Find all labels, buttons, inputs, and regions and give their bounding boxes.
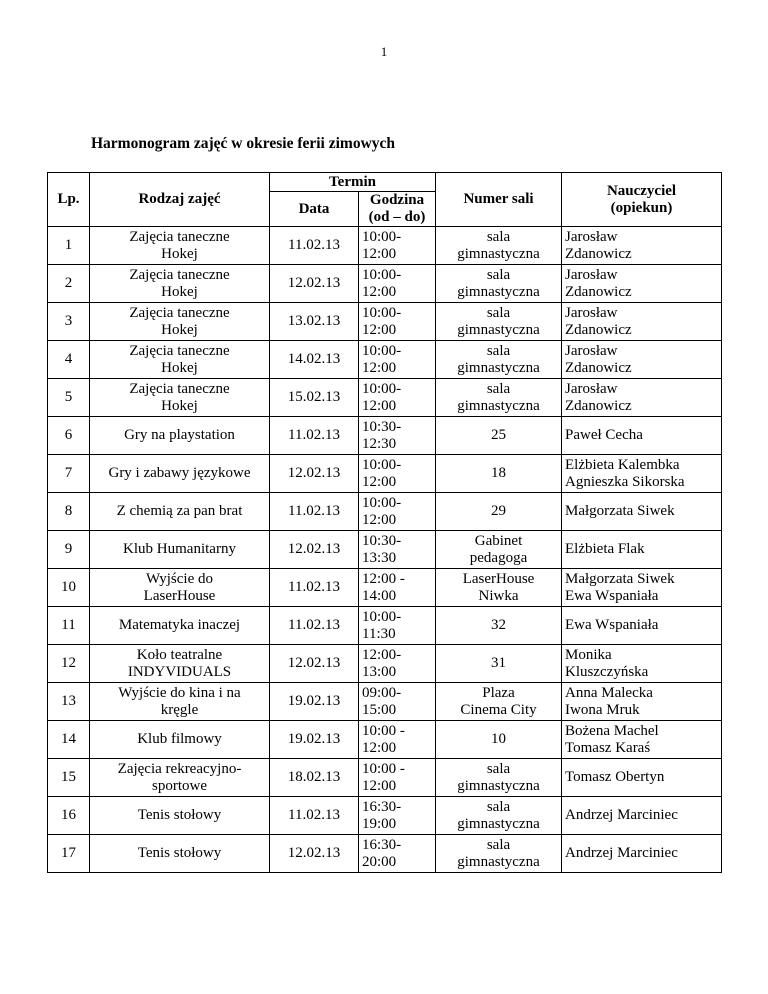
cell-sala-line: sala <box>486 266 511 283</box>
cell-godzina <box>359 683 436 721</box>
cell-sala-line: gimnastyczna <box>457 245 540 262</box>
cell-lp <box>48 493 90 531</box>
cell-data <box>270 607 359 645</box>
cell-sala <box>436 607 562 645</box>
cell-rodzaj-line: sportowe <box>152 777 207 794</box>
cell-rodzaj <box>90 569 270 607</box>
cell-sala <box>436 265 562 303</box>
cell-lp-line: 7 <box>64 465 73 481</box>
cell-data-line: 18.02.13 <box>287 769 341 785</box>
cell-godzina <box>359 341 436 379</box>
cell-nauczyciel <box>562 759 722 797</box>
cell-nauczyciel-line: Małgorzata Siwek <box>565 503 675 519</box>
cell-godzina-line: 10:00- <box>362 608 402 625</box>
cell-sala-line: 29 <box>491 503 507 519</box>
cell-godzina <box>359 835 436 873</box>
cell-lp <box>48 531 90 569</box>
header-godzina <box>359 192 436 227</box>
cell-rodzaj-line: Hokej <box>161 321 198 338</box>
cell-godzina-line: 16:30- <box>362 798 402 815</box>
cell-sala-line: sala <box>486 304 511 321</box>
cell-rodzaj-line: Hokej <box>161 283 198 300</box>
table-row <box>48 835 722 873</box>
cell-sala <box>436 379 562 417</box>
cell-nauczyciel-line: Kluszczyńska <box>565 663 649 680</box>
cell-data-line: 12.02.13 <box>287 541 341 557</box>
cell-data <box>270 759 359 797</box>
cell-nauczyciel <box>562 645 722 683</box>
cell-lp <box>48 645 90 683</box>
cell-lp <box>48 379 90 417</box>
cell-sala-line: sala <box>486 798 511 815</box>
header-nauczyciel <box>562 173 722 227</box>
cell-nauczyciel <box>562 493 722 531</box>
cell-rodzaj <box>90 759 270 797</box>
cell-godzina-line: 16:30- <box>362 836 402 853</box>
cell-godzina <box>359 379 436 417</box>
cell-sala-line: Gabinet <box>474 532 523 549</box>
header-nauczyciel-line-1: Nauczyciel <box>606 182 677 199</box>
cell-lp-line: 8 <box>64 503 73 519</box>
cell-nauczyciel-line: Iwona Mruk <box>565 701 640 718</box>
cell-lp-line: 15 <box>61 769 76 785</box>
cell-godzina-line: 12:00 <box>362 321 397 338</box>
cell-godzina-line: 12:00 <box>362 359 397 376</box>
cell-rodzaj <box>90 797 270 835</box>
cell-rodzaj <box>90 607 270 645</box>
cell-nauczyciel-line: Tomasz Karaś <box>565 739 651 756</box>
cell-sala-line: LaserHouse <box>462 570 535 587</box>
cell-data-line: 19.02.13 <box>287 731 341 747</box>
cell-lp-line: 4 <box>64 351 73 367</box>
cell-data <box>270 835 359 873</box>
cell-data <box>270 227 359 265</box>
cell-lp <box>48 607 90 645</box>
cell-nauczyciel <box>562 455 722 493</box>
cell-sala <box>436 645 562 683</box>
cell-godzina <box>359 265 436 303</box>
cell-rodzaj <box>90 683 270 721</box>
cell-lp-line: 2 <box>64 275 73 291</box>
cell-rodzaj-line: Zajęcia taneczne <box>129 342 230 359</box>
cell-rodzaj <box>90 227 270 265</box>
cell-godzina-line: 13:00 <box>362 663 397 680</box>
cell-data-line: 13.02.13 <box>287 313 341 329</box>
cell-godzina <box>359 303 436 341</box>
cell-rodzaj-line: Koło teatralne <box>136 646 223 663</box>
header-data: Data <box>270 192 359 227</box>
cell-lp <box>48 417 90 455</box>
table-header <box>48 173 722 227</box>
table-body <box>48 227 722 873</box>
cell-nauczyciel <box>562 721 722 759</box>
cell-rodzaj-line: Zajęcia taneczne <box>129 380 230 397</box>
header-godzina-line-2: (od – do) <box>368 209 426 225</box>
cell-nauczyciel-line: Anna Malecka <box>565 684 653 701</box>
cell-godzina-line: 10:00 - <box>362 722 405 739</box>
table-row <box>48 683 722 721</box>
cell-sala <box>436 721 562 759</box>
cell-nauczyciel-line: Jarosław <box>565 228 618 245</box>
cell-rodzaj-line: Zajęcia taneczne <box>129 266 230 283</box>
cell-nauczyciel <box>562 417 722 455</box>
cell-data-line: 11.02.13 <box>288 503 340 519</box>
cell-data-line: 19.02.13 <box>287 693 341 709</box>
cell-data <box>270 683 359 721</box>
cell-godzina-line: 10:30- <box>362 418 402 435</box>
cell-data <box>270 341 359 379</box>
cell-nauczyciel <box>562 607 722 645</box>
cell-godzina-line: 12:00- <box>362 646 402 663</box>
cell-nauczyciel-line: Tomasz Obertyn <box>565 769 665 785</box>
cell-godzina <box>359 227 436 265</box>
cell-lp <box>48 265 90 303</box>
cell-rodzaj-line: INDYVIDUALS <box>127 663 232 680</box>
cell-nauczyciel-line: Andrzej Marciniec <box>565 807 678 823</box>
table-row <box>48 455 722 493</box>
cell-godzina <box>359 797 436 835</box>
cell-data-line: 11.02.13 <box>288 579 340 595</box>
cell-data <box>270 493 359 531</box>
cell-lp-line: 12 <box>61 655 76 671</box>
cell-godzina-line: 10:00- <box>362 304 402 321</box>
cell-sala-line: sala <box>486 228 511 245</box>
cell-rodzaj <box>90 455 270 493</box>
header-lp: Lp. <box>48 173 90 227</box>
cell-lp-line: 16 <box>61 807 76 823</box>
cell-sala-line: gimnastyczna <box>457 321 540 338</box>
cell-rodzaj-line: Zajęcia taneczne <box>129 228 230 245</box>
table-row <box>48 265 722 303</box>
cell-rodzaj <box>90 265 270 303</box>
cell-nauczyciel <box>562 303 722 341</box>
cell-sala-line: 32 <box>491 617 507 633</box>
cell-rodzaj-line: Hokej <box>161 397 198 414</box>
cell-nauczyciel-line: Bożena Machel <box>565 722 659 739</box>
cell-nauczyciel-line: Jarosław <box>565 304 618 321</box>
cell-sala <box>436 303 562 341</box>
cell-godzina-line: 12:00 <box>362 397 397 414</box>
table-row <box>48 531 722 569</box>
cell-sala-line: pedagoga <box>469 549 528 566</box>
document-title: Harmonogram zajęć w okresie ferii zimowych <box>91 135 396 152</box>
cell-nauczyciel <box>562 569 722 607</box>
cell-godzina-line: 19:00 <box>362 815 397 832</box>
cell-nauczyciel-line: Elżbieta Kalembka <box>565 456 680 473</box>
cell-sala-line: sala <box>486 380 511 397</box>
cell-rodzaj-line: Hokej <box>161 245 198 262</box>
cell-sala <box>436 493 562 531</box>
cell-godzina-line: 12:00 <box>362 511 397 528</box>
cell-sala-line: gimnastyczna <box>457 777 540 794</box>
cell-godzina-line: 10:00- <box>362 228 402 245</box>
cell-lp-line: 11 <box>61 617 76 633</box>
cell-data <box>270 265 359 303</box>
cell-godzina-line: 10:30- <box>362 532 402 549</box>
cell-nauczyciel-line: Zdanowicz <box>565 321 632 338</box>
cell-lp-line: 10 <box>61 579 76 595</box>
cell-lp-line: 14 <box>61 731 76 747</box>
cell-nauczyciel-line: Monika <box>565 646 612 663</box>
cell-rodzaj <box>90 531 270 569</box>
cell-rodzaj-line: Gry na playstation <box>124 427 235 443</box>
cell-godzina-line: 09:00- <box>362 684 402 701</box>
cell-sala-line: gimnastyczna <box>457 283 540 300</box>
cell-godzina <box>359 645 436 683</box>
cell-lp-line: 13 <box>61 693 76 709</box>
cell-nauczyciel-line: Zdanowicz <box>565 245 632 262</box>
cell-sala-line: Plaza <box>482 684 515 701</box>
cell-nauczyciel <box>562 341 722 379</box>
table-row <box>48 607 722 645</box>
cell-sala-line: Cinema City <box>460 701 537 718</box>
cell-nauczyciel-line: Andrzej Marciniec <box>565 845 678 861</box>
cell-lp <box>48 797 90 835</box>
cell-sala <box>436 455 562 493</box>
cell-lp-line: 6 <box>64 427 73 443</box>
cell-godzina-line: 13:30 <box>362 549 397 566</box>
cell-nauczyciel-line: Zdanowicz <box>565 283 632 300</box>
cell-sala-line: gimnastyczna <box>457 397 540 414</box>
table-row <box>48 227 722 265</box>
cell-nauczyciel <box>562 797 722 835</box>
cell-nauczyciel-line: Zdanowicz <box>565 359 632 376</box>
cell-sala-line: 18 <box>491 465 507 481</box>
header-nauczyciel-line-2: (opiekun) <box>610 199 673 216</box>
cell-godzina-line: 10:00 - <box>362 760 405 777</box>
cell-sala-line: 25 <box>491 427 507 443</box>
cell-rodzaj-line: Tenis stołowy <box>137 845 222 861</box>
cell-nauczyciel-line: Jarosław <box>565 266 618 283</box>
table-row <box>48 645 722 683</box>
cell-rodzaj <box>90 721 270 759</box>
cell-data <box>270 303 359 341</box>
cell-data <box>270 417 359 455</box>
cell-sala <box>436 531 562 569</box>
cell-sala <box>436 341 562 379</box>
cell-lp <box>48 303 90 341</box>
cell-godzina-line: 12:00 <box>362 777 397 794</box>
cell-sala-line: 31 <box>491 655 507 671</box>
cell-data-line: 12.02.13 <box>287 655 341 671</box>
cell-sala-line: sala <box>486 760 511 777</box>
cell-godzina <box>359 721 436 759</box>
cell-lp <box>48 721 90 759</box>
cell-data <box>270 569 359 607</box>
cell-lp <box>48 341 90 379</box>
cell-sala-line: gimnastyczna <box>457 853 540 870</box>
cell-lp <box>48 569 90 607</box>
table-row <box>48 721 722 759</box>
cell-rodzaj-line: Klub Humanitarny <box>123 541 236 557</box>
cell-nauczyciel <box>562 227 722 265</box>
header-rodzaj: Rodzaj zajęć <box>90 173 270 227</box>
cell-rodzaj-line: Gry i zabawy językowe <box>108 465 251 481</box>
cell-nauczyciel-line: Ewa Wspaniała <box>565 617 659 633</box>
cell-sala-line: gimnastyczna <box>457 359 540 376</box>
header-termin: Termin <box>270 173 436 192</box>
cell-godzina-line: 14:00 <box>362 587 397 604</box>
cell-godzina <box>359 455 436 493</box>
cell-rodzaj <box>90 417 270 455</box>
cell-data <box>270 455 359 493</box>
cell-rodzaj <box>90 835 270 873</box>
table-row <box>48 379 722 417</box>
table-row <box>48 797 722 835</box>
cell-rodzaj-line: Wyjście do <box>146 570 213 587</box>
table-row <box>48 303 722 341</box>
cell-godzina <box>359 759 436 797</box>
cell-godzina-line: 12:00 <box>362 283 397 300</box>
cell-godzina <box>359 417 436 455</box>
cell-sala-line: Niwka <box>478 587 519 604</box>
cell-sala <box>436 683 562 721</box>
cell-nauczyciel-line: Elżbieta Flak <box>565 541 645 557</box>
cell-nauczyciel-line: Jarosław <box>565 342 618 359</box>
cell-data <box>270 379 359 417</box>
cell-data-line: 12.02.13 <box>287 275 341 291</box>
cell-nauczyciel-line: Paweł Cecha <box>565 427 643 443</box>
cell-godzina-line: 10:00- <box>362 266 402 283</box>
cell-rodzaj-line: Zajęcia taneczne <box>129 304 230 321</box>
table-row <box>48 341 722 379</box>
cell-nauczyciel <box>562 379 722 417</box>
cell-sala-line: sala <box>486 342 511 359</box>
cell-rodzaj <box>90 379 270 417</box>
cell-godzina-line: 10:00- <box>362 342 402 359</box>
cell-sala-line: sala <box>486 836 511 853</box>
cell-nauczyciel <box>562 835 722 873</box>
cell-rodzaj-line: Matematyka inaczej <box>118 617 241 633</box>
cell-godzina-line: 12:00 <box>362 473 397 490</box>
cell-rodzaj-line: Wyjście do kina i na <box>118 684 241 701</box>
cell-godzina <box>359 531 436 569</box>
cell-godzina-line: 15:00 <box>362 701 397 718</box>
cell-sala <box>436 759 562 797</box>
table-row <box>48 493 722 531</box>
cell-rodzaj <box>90 493 270 531</box>
cell-rodzaj-line: LaserHouse <box>143 587 216 604</box>
cell-lp <box>48 455 90 493</box>
table-row <box>48 569 722 607</box>
cell-sala <box>436 227 562 265</box>
cell-rodzaj <box>90 303 270 341</box>
cell-sala <box>436 835 562 873</box>
cell-data-line: 14.02.13 <box>287 351 341 367</box>
cell-sala-line: 10 <box>491 731 507 747</box>
header-godzina-line-1: Godzina <box>369 192 425 208</box>
cell-nauczyciel-line: Ewa Wspaniała <box>565 587 659 604</box>
cell-godzina-line: 12:00 <box>362 739 397 756</box>
cell-lp-line: 5 <box>64 389 73 405</box>
cell-rodzaj-line: kręgle <box>160 701 199 718</box>
cell-lp <box>48 835 90 873</box>
cell-sala-line: gimnastyczna <box>457 815 540 832</box>
cell-lp <box>48 683 90 721</box>
cell-godzina-line: 12:30 <box>362 435 397 452</box>
header-numer-sali: Numer sali <box>436 173 562 227</box>
cell-nauczyciel <box>562 265 722 303</box>
cell-godzina-line: 11:30 <box>362 625 396 642</box>
cell-lp-line: 9 <box>64 541 73 557</box>
cell-nauczyciel-line: Małgorzata Siwek <box>565 570 675 587</box>
cell-data <box>270 721 359 759</box>
cell-data <box>270 797 359 835</box>
cell-sala <box>436 417 562 455</box>
cell-godzina-line: 20:00 <box>362 853 397 870</box>
table-row <box>48 759 722 797</box>
cell-lp <box>48 227 90 265</box>
cell-data-line: 11.02.13 <box>288 617 340 633</box>
cell-lp-line: 1 <box>64 237 73 253</box>
cell-data <box>270 645 359 683</box>
page-number: 1 <box>380 44 388 59</box>
cell-godzina <box>359 607 436 645</box>
cell-rodzaj <box>90 645 270 683</box>
cell-rodzaj-line: Z chemią za pan brat <box>116 503 243 519</box>
schedule-table <box>47 172 722 873</box>
cell-data-line: 11.02.13 <box>288 427 340 443</box>
cell-nauczyciel-line: Zdanowicz <box>565 397 632 414</box>
cell-nauczyciel <box>562 531 722 569</box>
cell-nauczyciel-line: Jarosław <box>565 380 618 397</box>
cell-godzina <box>359 493 436 531</box>
cell-rodzaj-line: Hokej <box>161 359 198 376</box>
cell-lp-line: 3 <box>64 313 73 329</box>
cell-rodzaj-line: Tenis stołowy <box>137 807 222 823</box>
cell-godzina-line: 10:00- <box>362 456 402 473</box>
cell-rodzaj-line: Zajęcia rekreacyjno- <box>117 760 242 777</box>
cell-data-line: 11.02.13 <box>288 237 340 253</box>
table-row <box>48 417 722 455</box>
cell-nauczyciel <box>562 683 722 721</box>
cell-sala <box>436 569 562 607</box>
cell-lp-line: 17 <box>61 845 76 861</box>
cell-data-line: 12.02.13 <box>287 845 341 861</box>
cell-data-line: 15.02.13 <box>287 389 341 405</box>
cell-lp <box>48 759 90 797</box>
cell-nauczyciel-line: Agnieszka Sikorska <box>565 473 685 490</box>
cell-godzina-line: 12:00 <box>362 245 397 262</box>
cell-rodzaj-line: Klub filmowy <box>137 731 222 747</box>
cell-data <box>270 531 359 569</box>
cell-sala <box>436 797 562 835</box>
cell-godzina-line: 10:00- <box>362 494 402 511</box>
cell-godzina <box>359 569 436 607</box>
cell-data-line: 11.02.13 <box>288 807 340 823</box>
cell-godzina-line: 12:00 - <box>362 570 405 587</box>
cell-rodzaj <box>90 341 270 379</box>
cell-godzina-line: 10:00- <box>362 380 402 397</box>
cell-data-line: 12.02.13 <box>287 465 341 481</box>
